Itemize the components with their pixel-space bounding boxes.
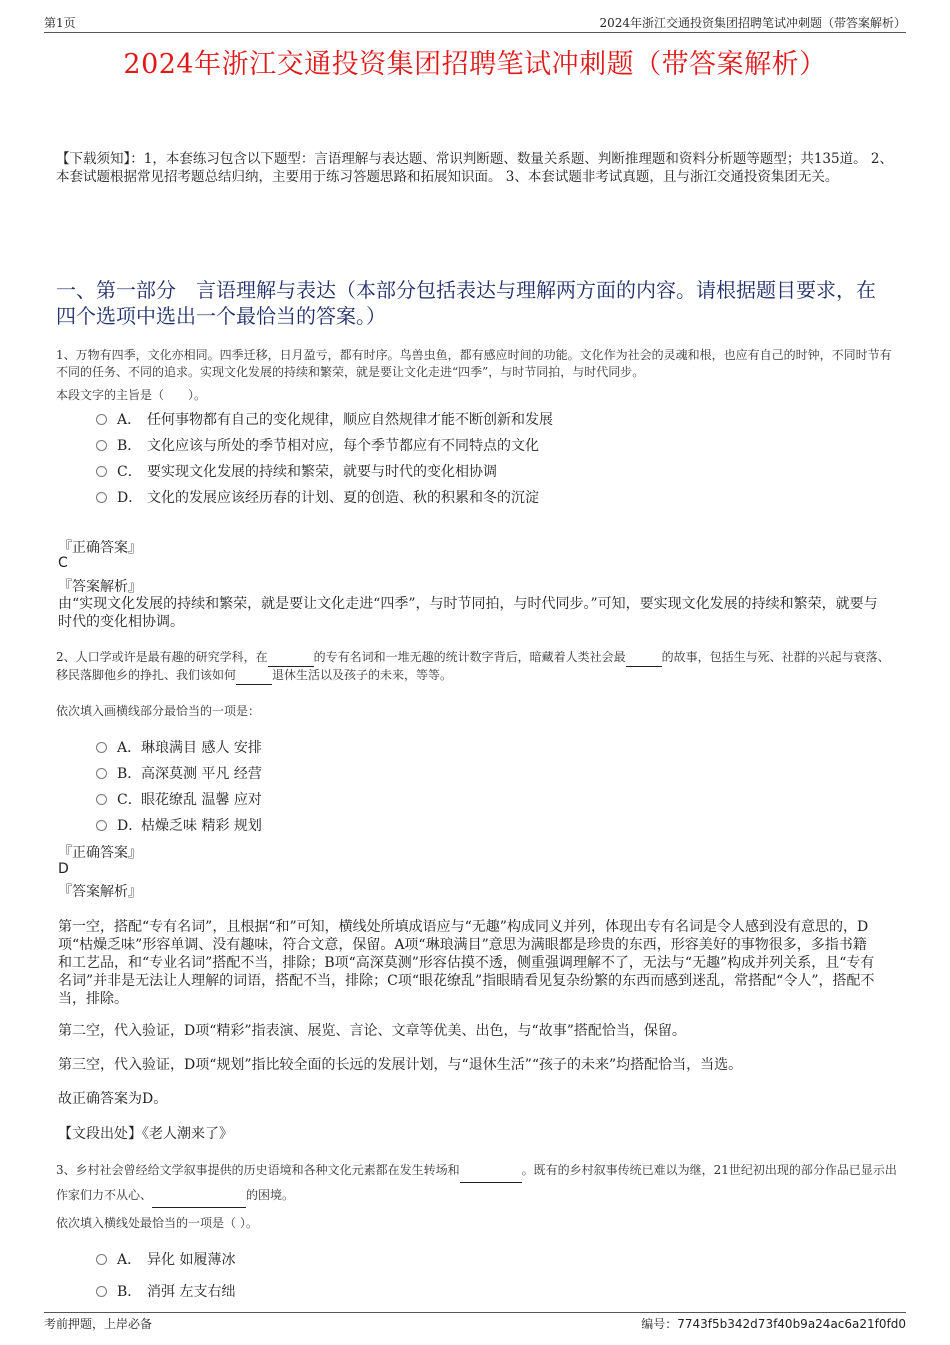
header-doc-title: 2024年浙江交通投资集团招聘笔试冲刺题（带答案解析） — [599, 16, 906, 30]
option-a[interactable]: A． 异化 如履薄冰 — [96, 1243, 235, 1275]
footer-slogan: 考前押题，上岸必备 — [44, 1317, 153, 1331]
question-3-options — [96, 1243, 235, 1307]
question-1-prompt: 本段文字的主旨是（ ）。 — [56, 388, 207, 402]
radio-icon[interactable] — [96, 466, 107, 477]
blank-3 — [236, 667, 272, 685]
option-d[interactable]: D． 文化的发展应该经历春的计划、夏的创造、秋的积累和冬的沉淀 — [96, 484, 553, 510]
option-b[interactable]: B． 消弭 左支右绌 — [96, 1275, 235, 1307]
page-header — [44, 14, 906, 33]
blank-1 — [268, 649, 314, 667]
radio-icon[interactable] — [96, 768, 107, 779]
document-title: 2024年浙江交通投资集团招聘笔试冲刺题（带答案解析） — [123, 49, 827, 80]
section-heading: 一、第一部分 言语理解与表达（本部分包括表达与理解两方面的内容。请根据题目要求，在四个选项中选出一个最恰当的答案。） — [56, 278, 876, 328]
answer-label: 『正确答案』 — [58, 540, 142, 556]
option-a[interactable]: A． 琳琅满目 感人 安排 — [96, 734, 262, 760]
analysis-paragraph-2: 第二空，代入验证，D项“精彩”指表演、展览、言论、文章等优美、出色，与“故事”搭配恰当，保留。 — [58, 1023, 686, 1039]
question-3-stem: 3、乡村社会曾经给文学叙事提供的历史语境和各种文化元素都在发生转场和 。既有的乡村叙事传统已难以为继，21世纪初出现的部分作品已显示出作家们力不从心、 的困境。 — [56, 1158, 898, 1208]
blank-2 — [152, 1183, 246, 1208]
page-footer — [44, 1312, 906, 1335]
answer-value: D — [58, 861, 69, 877]
radio-icon[interactable] — [96, 820, 107, 831]
analysis-text: 由“实现文化发展的持续和繁荣，就是要让文化走进“四季”，与时节同拍，与时代同步。”可知，要实现文化发展的持续和繁荣，就要与时代的变化相协调。 — [58, 596, 878, 630]
option-b[interactable]: B． 文化应该与所处的季节相对应，每个季节都应有不同特点的文化 — [96, 432, 553, 458]
option-a[interactable]: A． 任何事物都有自己的变化规律，顺应自然规律才能不断创新和发展 — [96, 406, 553, 432]
answer-value: C — [58, 555, 68, 571]
option-d[interactable]: D． 枯燥乏味 精彩 规划 — [96, 812, 262, 838]
option-c[interactable]: C． 眼花缭乱 温馨 应对 — [96, 786, 262, 812]
question-1-stem: 1、万物有四季，文化亦相同。四季迁移，日月盈亏，都有时序。鸟兽虫鱼，都有感应时间的功能。文化作为社会的灵魂和根，也应有自己的时钟，不同时节有不同的任务、不同的追求。实现文化发展的持续和繁荣，就是要让文化走进“四季”，与时节同拍，与时代同步。 — [56, 348, 892, 379]
answer-label: 『正确答案』 — [58, 845, 142, 861]
blank-2 — [626, 649, 662, 667]
question-2-prompt: 依次填入画横线部分最恰当的一项是： — [56, 704, 261, 718]
radio-icon[interactable] — [96, 742, 107, 753]
option-c[interactable]: C． 要实现文化发展的持续和繁荣，就要与时代的变化相协调 — [96, 458, 553, 484]
passage-source: 【文段出处】《老人潮来了》 — [58, 1126, 233, 1142]
radio-icon[interactable] — [96, 1254, 107, 1265]
radio-icon[interactable] — [96, 794, 107, 805]
option-b[interactable]: B． 高深莫测 平凡 经营 — [96, 760, 262, 786]
question-3-prompt: 依次填入横线处最恰当的一项是（ ）。 — [56, 1216, 258, 1230]
analysis-label: 『答案解析』 — [58, 884, 142, 900]
question-2-stem: 2、人口学或许是最有趣的研究学科，在 的专有名词和一堆无趣的统计数字背后，暗藏着人类社会最 的故事，包括生与死、社群的兴起与衰落、移民落脚他乡的挣扎、我们该如何 退休生活以及孩子的未来，等等。 — [56, 649, 898, 685]
blank-1 — [460, 1158, 522, 1183]
radio-icon[interactable] — [96, 1286, 107, 1297]
analysis-conclusion: 故正确答案为D。 — [58, 1091, 168, 1107]
radio-icon[interactable] — [96, 440, 107, 451]
download-notice: 【下载须知】：1，本套练习包含以下题型：言语理解与表达题、常识判断题、数量关系题、判断推理题和资料分析题等题型；共135道。 2、本套试题根据常见招考题总结归纳，主要用于练习答题思路和拓展知识面。 3、本套试题非考试真题，且与浙江交通投资集团无关。 — [56, 151, 893, 185]
analysis-paragraph-1: 第一空，搭配“专有名词”，且根据“和”可知，横线处所填成语应与“无趣”构成同义并列，体现出专有名词是令人感到没有意思的，D项“枯燥乏味”形容单调、没有趣味，符合文意，保留。A项“琳琅满目”意思为满眼都是珍贵的东西，形容美好的事物很多，多指书籍和工艺品，和“专业名词”搭配不当，排除；B项“高深莫测”形容估摸不透，侧重强调理解不了，无法与“无趣”构成并列关系，且“专有名词”并非是无法让人理解的词语，搭配不当，排除；C项“眼花缭乱”指眼睛看见复杂纷繁的东西而感到迷乱，常搭配“令人”，搭配不当，排除。 — [58, 919, 875, 1007]
analysis-label: 『答案解析』 — [58, 579, 142, 595]
question-2-options — [96, 734, 262, 838]
question-1-options — [96, 406, 553, 510]
radio-icon[interactable] — [96, 414, 107, 425]
analysis-paragraph-3: 第三空，代入验证，D项“规划”指比较全面的长远的发展计划，与“退休生活”“孩子的未来”均搭配恰当，当选。 — [58, 1057, 743, 1073]
document-code: 编号：7743f5b342d73f40b9a24ac6a21f0fd0 — [641, 1317, 906, 1331]
page-number: 第1页 — [44, 16, 76, 30]
radio-icon[interactable] — [96, 492, 107, 503]
